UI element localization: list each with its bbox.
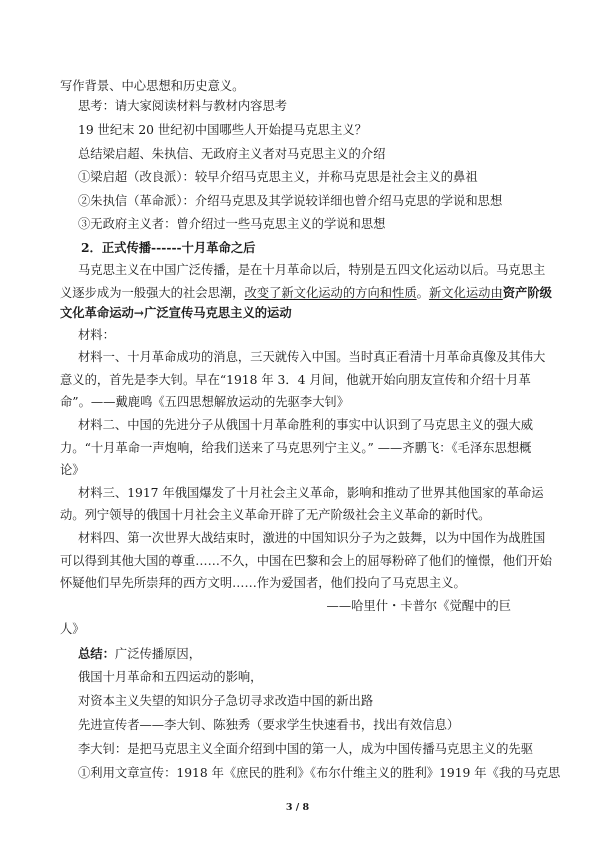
text-line: 材料二、中国的先进分子从俄国十月革命胜利的事实中认识到了马克思主义的强大威 <box>78 418 533 432</box>
citation: ——哈里什・卡普尔《觉醒中的巨 <box>326 599 511 613</box>
text-line: ③无政府主义者：曾介绍过一些马克思主义的学说和思想 <box>78 217 386 231</box>
text-line: 命”。——戴鹿鸣《五四思想解放运动的先驱李大钊》 <box>60 395 350 409</box>
page-number: 3 / 8 <box>285 802 310 813</box>
text-line: 人》 <box>60 622 85 636</box>
text-line: 论》 <box>60 463 85 477</box>
text-line: ①梁启超（改良派）：较早介绍马克思主义，并称马克思是社会主义的鼻祖 <box>78 170 478 184</box>
text-line: 力。“十月革命一声炮响，给我们送来了马克思列宁主义。” ——齐鹏飞：《毛泽东思想概 <box>60 441 532 455</box>
text-segment: 义逐步成为一般强大的社会思潮， <box>60 286 245 300</box>
bold-text: 总结： <box>78 646 115 661</box>
text-line: 写作背景、中心思想和历史意义。 <box>60 79 245 93</box>
underlined-text: 新文化运动由 <box>428 286 503 300</box>
text-line: 俄国十月革命和五四运动的影响， <box>78 670 263 684</box>
text-line <box>78 644 201 664</box>
text-line: 怀疑他们早先所崇拜的西方文明……作为爱国者，他们投向了马克思主义。 <box>60 576 466 590</box>
text-line: 马克思主义在中国广泛传播，是在十月革命以后，特别是五四文化运动以后。马克思主 <box>78 263 546 277</box>
text-line: 意义的，首先是李大钊。早在“1918 年 3．4 月间，他就开始向朋友宣传和介绍十月革 <box>60 373 531 387</box>
text-segment: 广泛传播原因， <box>114 647 201 661</box>
underlined-text: 改变了新文化运动的方向和性质 <box>244 286 417 300</box>
text-line: 总结梁启超、朱执信、无政府主义者对马克思主义的介绍 <box>78 147 386 161</box>
section-heading: 2．正式传播------十月革命之后 <box>81 240 256 255</box>
text-line: 可以得到其他大国的尊重……不久，中国在巴黎和会上的屈辱粉碎了他们的憧憬，他们开始 <box>60 554 552 568</box>
text-line: 材料四、第一次世界大战结束时，激进的中国知识分子为之鼓舞，以为中国作为战胜国 <box>78 531 546 545</box>
text-line: ②朱执信（革命派）：介绍马克思及其学说较详细也曾介绍马克思的学说和思想 <box>78 194 503 208</box>
text-line: 材料： <box>78 328 115 342</box>
text-line: 对资本主义失望的知识分子急切寻求改造中国的新出路 <box>78 694 374 708</box>
text-line: 思考：请大家阅读材料与教材内容思考 <box>78 99 288 113</box>
bold-text: 资产阶级 <box>502 285 552 300</box>
text-line: ①利用文章宣传：1918 年《庶民的胜利》《布尔什维主义的胜利》1919 年《我的马克思 <box>78 766 561 780</box>
text-segment: 。 <box>416 286 429 300</box>
text-line: 李大钊：是把马克思主义全面介绍到中国的第一人，成为中国传播马克思主义的先驱 <box>78 742 533 756</box>
text-line: 先进宣传者——李大钊、陈独秀（要求学生快速看书，找出有效信息） <box>78 718 460 732</box>
bold-text: 文化革命运动→广泛宣传马克思主义的运动 <box>60 305 292 320</box>
text-line: 19 世纪末 20 世纪初中国哪些人开始提马克思主义？ <box>78 123 367 137</box>
text-line: 动。列宁领导的俄国十月社会主义革命开辟了无产阶级社会主义革命的新时代。 <box>60 508 491 522</box>
text-line <box>60 283 552 303</box>
text-line: 材料一、十月革命成功的消息，三天就传入中国。当时真正看清十月革命真像及其伟大 <box>78 350 546 364</box>
text-line: 材料三、1917 年俄国爆发了十月社会主义革命，影响和推动了世界其他国家的革命运 <box>78 486 544 500</box>
